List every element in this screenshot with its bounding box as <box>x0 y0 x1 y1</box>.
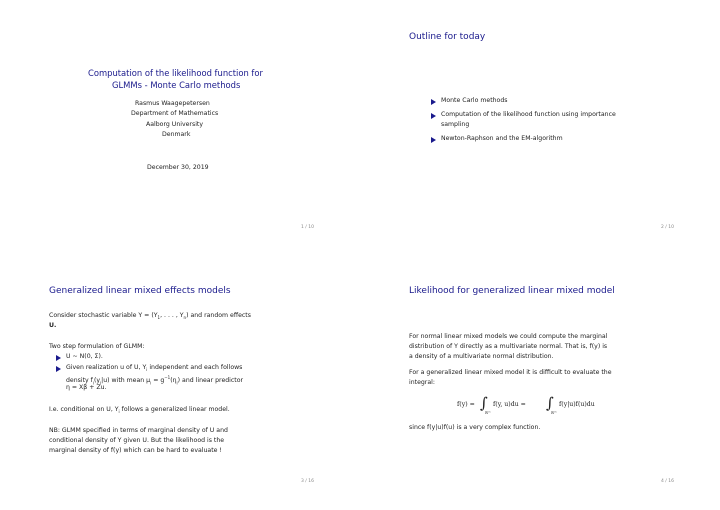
bullet-icon <box>431 113 436 119</box>
page-number: 2 / 10 <box>661 225 674 230</box>
para-2-line-1: For a generalized linear mixed model it is difficult to evaluate the <box>409 369 612 376</box>
para-2-line-2: integral: <box>409 379 435 386</box>
integral-sign-icon: ∫ <box>480 394 488 412</box>
bullet-2-line-1: Given realization u of U, $Y_i$ independent and each follows <box>66 364 243 373</box>
nb-line-3: marginal density of f(y) which can be hard to evaluate ! <box>49 447 222 454</box>
slide-4 <box>360 255 720 510</box>
two-step-heading: Two step formulation of GLMM: <box>49 343 145 350</box>
nb-line-2: conditional density of Y given U. But the likelihood is the <box>49 437 225 444</box>
slide-4-title: Likelihood for generalized linear mixed model <box>409 286 615 296</box>
equation-rhs: f(y|u)f(u)du <box>559 401 595 408</box>
page-number: 3 / 16 <box>301 479 314 484</box>
slide-3-title: Generalized linear mixed effects models <box>49 286 231 296</box>
nb-line-1: NB: GLMM specified in terms of marginal density of U and <box>49 427 228 434</box>
university: Aalborg University <box>146 121 203 128</box>
bullet-icon <box>56 366 61 372</box>
bullet-icon <box>431 99 436 105</box>
slide-1-title-line-1: Computation of the likelihood function for <box>88 68 263 78</box>
integral-domain: ℝᵐ <box>485 410 491 415</box>
slide-1-title-line-2: GLMMs - Monte Carlo methods <box>112 80 241 90</box>
equation-middle: f(y, u)du = <box>493 401 526 408</box>
equation-lhs: f(y) = <box>457 401 475 408</box>
bullet-icon <box>431 137 436 143</box>
outline-item-2-cont: sampling <box>441 121 470 128</box>
country: Denmark <box>162 131 191 138</box>
department: Department of Mathematics <box>131 110 219 117</box>
integral-sign-icon: ∫ <box>546 394 554 412</box>
bullet-icon <box>56 355 61 361</box>
bullet-1: U ~ N(0, Σ). <box>66 353 103 360</box>
date: December 30, 2019 <box>147 164 209 171</box>
para-1-line-1: For normal linear mixed models we could compute the marginal <box>409 333 608 340</box>
page-number: 4 / 16 <box>661 479 674 484</box>
bullet-2-line-3: η = Xβ + Zu. <box>66 384 107 391</box>
since-line: since f(y|u)f(u) is a very complex function. <box>409 424 541 431</box>
integral-domain: ℝᵐ <box>551 410 557 415</box>
bullet-2-line-2: density $f_i(y_i|u)$ with mean $\mu_i = g^{-1}(\eta_i)$ and linear predictor <box>66 375 244 386</box>
intro-line-1: Consider stochastic variable $Y = (Y_1$, . . . , $Y_n$) and random effects <box>49 312 251 321</box>
slide-2-title: Outline for today <box>409 32 486 42</box>
para-1-line-3: a density of a multivariate normal distribution. <box>409 353 554 360</box>
ie-line: I.e. conditional on U, $Y_i$ follows a generalized linear model. <box>49 406 230 415</box>
slide-1 <box>0 0 360 255</box>
outline-item-2: Computation of the likelihood function using importance <box>441 111 616 118</box>
slide-2 <box>360 0 720 255</box>
author: Rasmus Waagepetersen <box>135 100 210 107</box>
para-1-line-2: distribution of Y directly as a multivariate normal. That is, f(y) is <box>409 343 608 350</box>
page-number: 1 / 10 <box>301 225 314 230</box>
slide-3 <box>0 255 360 510</box>
intro-line-2: U. <box>49 322 57 329</box>
outline-item-1: Monte Carlo methods <box>441 97 508 104</box>
outline-item-3: Newton-Raphson and the EM-algorithm <box>441 135 563 142</box>
